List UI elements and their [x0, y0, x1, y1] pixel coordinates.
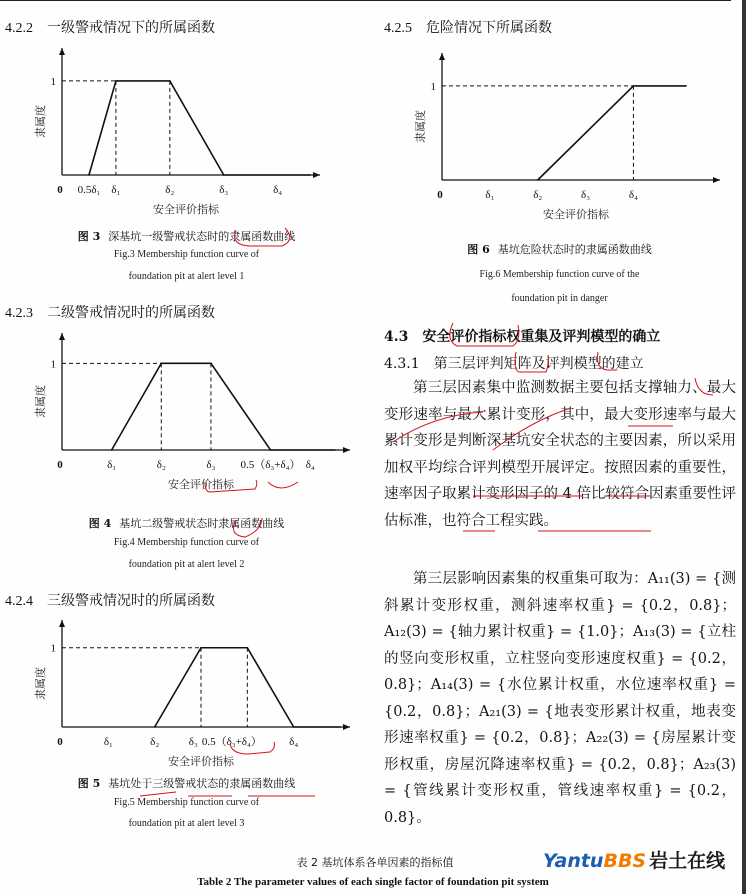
- data-point: [685, 85, 687, 87]
- red-annotation-marks-left: [0, 0, 373, 830]
- y-tick-label: 1: [50, 642, 56, 655]
- annotation-underline: [450, 323, 519, 346]
- x-tick-label: δ₂: [156, 459, 166, 471]
- logo-text-yantu: Yantu: [543, 850, 604, 872]
- x-tick-label: δ₃: [206, 459, 216, 471]
- x-axis-label: 安全评价指标: [168, 756, 234, 768]
- x-tick-label: δ₃: [219, 184, 229, 196]
- y-axis-label: 隶属度: [35, 385, 47, 418]
- annotation-strike: [393, 408, 571, 450]
- figure-title: 基坑处于三级警戒状态的隶属函数曲线: [108, 777, 296, 790]
- figure-label: 图 4: [88, 517, 112, 530]
- y-tick-label: 1: [50, 358, 56, 371]
- annotation-underline: [463, 426, 673, 531]
- section-number: 4.2.3: [5, 306, 33, 321]
- watermark-logo: [543, 846, 725, 873]
- x-axis-arrow-icon: [713, 177, 720, 183]
- chart-fig6: [410, 45, 730, 230]
- origin-label: 0: [57, 736, 63, 748]
- y-axis-label: 隶属度: [415, 110, 427, 143]
- annotation-circle: [235, 228, 290, 246]
- figure-caption-en-2: foundation pit at alert level 1: [128, 271, 245, 282]
- section-title: 三级警戒情况时的所属函数: [47, 593, 215, 609]
- x-tick-label: δ₃: [188, 736, 198, 748]
- annotation-mark: [695, 378, 713, 395]
- y-axis-label: 隶属度: [35, 667, 47, 700]
- x-tick-label: δ₄: [305, 459, 315, 471]
- x-tick-label: δ₁: [111, 184, 121, 196]
- annotation-underline: [515, 352, 548, 372]
- x-axis-label: 安全评价指标: [168, 479, 234, 491]
- x-tick-label: 0.5（δ₃+δ₄）: [240, 459, 301, 471]
- figure-label: 图 3: [77, 230, 101, 243]
- section-title: 危险情况下所属函数: [426, 20, 552, 36]
- x-tick-label: δ₂: [165, 184, 175, 196]
- figure-caption-en-1: Fig.5 Membership function curve of: [113, 797, 260, 808]
- section-number: 4.2.5: [384, 21, 412, 36]
- figure-caption-en-1: Fig.6 Membership function curve of the: [479, 269, 640, 280]
- annotation-bracket: [230, 742, 275, 754]
- y-tick-label: 1: [50, 75, 56, 88]
- figure-caption-cn: [373, 241, 746, 257]
- section-title: 一级警戒情况下的所属函数: [47, 20, 215, 36]
- y-axis-label: 隶属度: [35, 105, 47, 138]
- x-tick-label: δ₂: [533, 189, 543, 201]
- body-paragraph-2: 第三层影响因素集的权重集可取为：A₁₁(3) = {测斜累计变形权重，测斜速率权重} = {0.2，0.8}；A₁₂(3) = {轴力累计权重} = {1.0}；A₁₃(3) = {立柱的竖向变形权重，立柱竖向变形速度权重} = {0.2，0.8}；A₁₄(3) = {水位累计权重，水位速率权重} = {0.2，0.8}；A₂₁(3) = {地表变形累计权重，地表变形速率权重} = {0.2，0.8}；A₂₂(3) = {房屋累计变形权重，房屋沉降速率权重} = {0.2，0.8}；A₂₃(3) = {管线累计变形权重，管线速率权重} = {0.2，0.8}。: [384, 571, 736, 826]
- figure-caption-en-2: foundation pit at alert level 3: [128, 818, 245, 829]
- x-tick-label: δ₃: [581, 189, 591, 201]
- x-tick-label: δ₄: [273, 184, 283, 196]
- annotation-circle: [233, 518, 262, 537]
- data-point: [537, 179, 539, 181]
- section-title: 第三层评判矩阵及评判模型的建立: [433, 356, 644, 372]
- x-tick-label: δ₁: [103, 736, 113, 748]
- table-caption-en: Table 2 The parameter values of each single factor of foundation pit system: [197, 876, 549, 888]
- figure-label: 图 5: [77, 777, 101, 790]
- x-tick-label: δ₂: [150, 736, 160, 748]
- data-point: [633, 85, 635, 87]
- x-tick-label: δ₁: [107, 459, 117, 471]
- figure-title: 基坑危险状态时的隶属函数曲线: [497, 243, 652, 256]
- x-tick-label: δ₁: [485, 189, 495, 201]
- section-number: 4.2.4: [5, 594, 33, 609]
- figure-label: 图 6: [467, 243, 490, 256]
- section-heading-4-2-5: [384, 17, 552, 37]
- logo-text-cn: 岩土在线: [649, 850, 726, 872]
- table-caption-cn: 表 2 基坑体系各单因素的指标值: [296, 856, 454, 869]
- x-axis-label: 安全评价指标: [153, 204, 219, 216]
- section-number: 4.2.2: [5, 21, 33, 36]
- figure-title: 基坑二级警戒状态时隶属函数曲线: [119, 517, 285, 530]
- section-number: 4.3: [384, 329, 409, 345]
- section-title: 二级警戒情况时的所属函数: [47, 305, 215, 321]
- y-tick-label: 1: [430, 80, 436, 93]
- origin-label: 0: [57, 459, 63, 471]
- section-number: 4.3.1: [384, 356, 420, 372]
- section-title: 安全评价指标权重集及评判模型的确立: [422, 329, 661, 345]
- membership-curve: [538, 86, 686, 180]
- red-annotation-marks: [373, 320, 746, 840]
- x-tick-label: δ₄: [289, 736, 299, 748]
- figure-caption-en-1: Fig.3 Membership function curve of: [113, 249, 260, 260]
- origin-label: 0: [57, 184, 63, 196]
- x-tick-label: 0.5δ₁: [77, 184, 101, 196]
- figure-title: 深基坑一级警戒状态时的隶属函数曲线: [108, 230, 296, 243]
- figure-caption-en-2: foundation pit in danger: [511, 293, 608, 304]
- body-paragraph-1: 第三层因素集中监测数据主要包括支撑轴力、最大变形速率与最大累计变形，其中，最大变形速率与最大累计变形是判断深基坑安全状态的主要因素，所以采用加权平均综合评判模型开展评定。按照因素的重要性，速率因子取累计变形因子的 4 倍比较符合因素重要性评估标准，也符合工程实践。: [384, 380, 736, 529]
- annotation-underline: [597, 352, 617, 370]
- y-axis-arrow-icon: [439, 53, 445, 60]
- x-tick-label: 0.5（δ₃+δ₄）: [201, 736, 262, 748]
- origin-label: 0: [437, 189, 443, 201]
- annotation-underline: [140, 792, 315, 796]
- x-axis-label: 安全评价指标: [543, 209, 609, 221]
- x-tick-label: δ₄: [628, 189, 638, 201]
- annotation-bracket: [205, 480, 298, 492]
- figure-caption-en-1: Fig.4 Membership function curve of: [113, 537, 260, 548]
- figure-caption-en-2: foundation pit at alert level 2: [128, 559, 245, 570]
- logo-text-bbs: BBS: [603, 850, 647, 872]
